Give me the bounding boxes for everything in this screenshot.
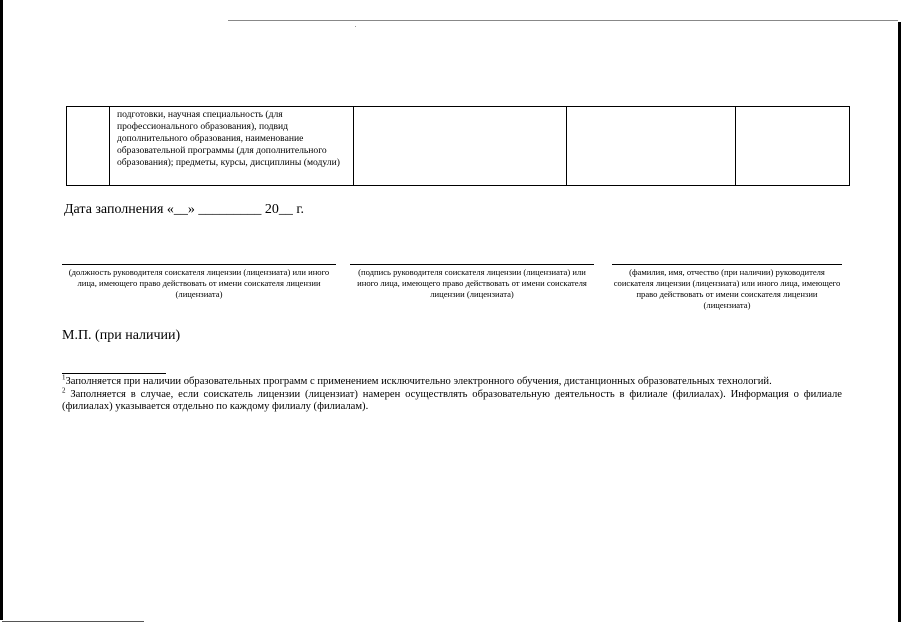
scan-speck (355, 26, 356, 27)
table-cell (354, 107, 567, 186)
signature-line (350, 264, 594, 265)
footnote-mark: 1 (62, 373, 66, 382)
bottom-rule (2, 621, 144, 622)
program-description: подготовки, научная специальность (для профессионального образования), подвид дополнительного образования, наименование образовательной программы (для дополнительного образования); предметы, курсы, дисциплины (модули) (117, 109, 340, 168)
footnote-1 (62, 373, 842, 389)
signature-block-signature (350, 264, 594, 300)
top-rule (228, 20, 898, 21)
signature-caption: (подпись руководителя соискателя лицензии (лицензиата) или иного лица, имеющего право действовать от имени соискателя лицензии (лицензиата) (357, 267, 587, 299)
table-row (67, 107, 850, 186)
signature-block-name (612, 264, 842, 311)
footnote-mark: 2 (62, 386, 66, 395)
table-cell-number (67, 107, 110, 186)
footnote-separator (62, 373, 166, 374)
scan-edge-right (898, 22, 901, 622)
scan-edge-left (0, 0, 3, 620)
footnote-2 (62, 386, 842, 414)
signature-caption: (фамилия, имя, отчество (при наличии) руководителя соискателя лицензии (лицензиата) или иного лица, имеющего право действовать от имени соискателя лицензии (лицензиата) (613, 267, 841, 310)
signature-line (62, 264, 336, 265)
seal-place: М.П. (при наличии) (62, 328, 181, 343)
signature-block-position (62, 264, 336, 300)
footnotes (62, 373, 842, 414)
signature-line (612, 264, 842, 265)
footnote-text: Заполняется при наличии образовательных программ с применением исключительно электронного обучения, дистанционных образовательных технологий. (65, 376, 772, 387)
fill-date: Дата заполнения «__» _________ 20__ г. (64, 202, 305, 217)
table-cell (736, 107, 850, 186)
programs-table (66, 106, 850, 186)
signature-caption: (должность руководителя соискателя лицензии (лицензиата) или иного лица, имеющего право действовать от имени соискателя лицензии (лицензиата) (68, 267, 330, 299)
table-cell (567, 107, 736, 186)
footnote-text: Заполняется в случае, если соискатель лицензии (лицензиат) намерен осуществлять образовательную деятельность в филиале (филиалах). Информация о филиале (филиалах) указывается отдельно по каждому филиалу (филиалам). (62, 388, 842, 413)
table-cell-program (110, 107, 354, 186)
